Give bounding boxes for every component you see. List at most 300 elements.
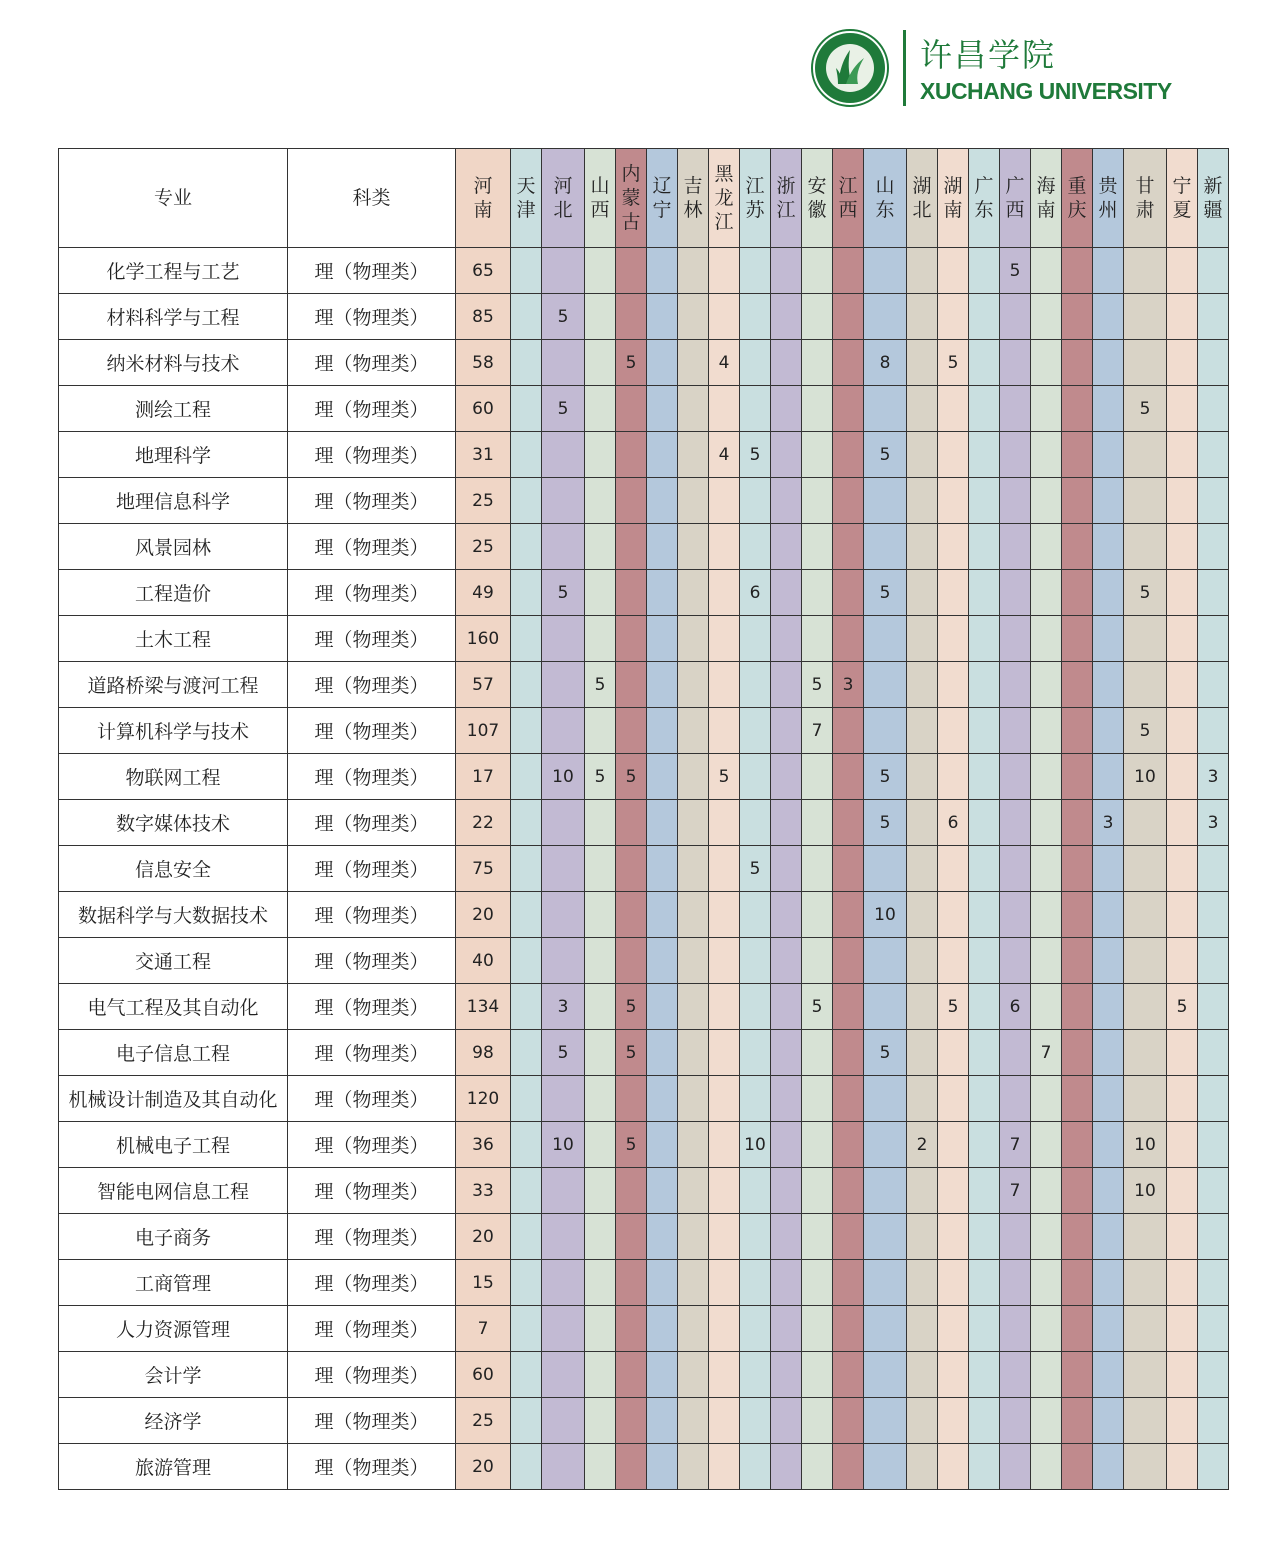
quota-cell xyxy=(1031,432,1062,478)
quota-cell xyxy=(1031,984,1062,1030)
quota-cell xyxy=(616,892,647,938)
quota-cell xyxy=(1167,800,1198,846)
subject-type-cell: 理（物理类） xyxy=(288,616,456,662)
quota-cell xyxy=(709,938,740,984)
quota-cell xyxy=(1124,432,1167,478)
header-province xyxy=(616,149,647,248)
quota-cell xyxy=(647,708,678,754)
quota-cell xyxy=(1062,892,1093,938)
quota-cell xyxy=(1031,570,1062,616)
quota-cell xyxy=(678,1444,709,1490)
major-name-cell: 土木工程 xyxy=(59,616,288,662)
quota-cell: 3 xyxy=(833,662,864,708)
quota-cell xyxy=(678,386,709,432)
quota-cell xyxy=(1167,1398,1198,1444)
province-name: 山东 xyxy=(875,175,895,221)
quota-cell xyxy=(802,524,833,570)
quota-cell xyxy=(585,1398,616,1444)
quota-cell xyxy=(1167,570,1198,616)
quota-cell xyxy=(616,1168,647,1214)
quota-cell xyxy=(1000,1306,1031,1352)
quota-cell xyxy=(542,1352,585,1398)
quota-cell xyxy=(585,892,616,938)
quota-cell xyxy=(511,1260,542,1306)
quota-cell xyxy=(1198,248,1229,294)
quota-cell xyxy=(740,1444,771,1490)
quota-cell xyxy=(511,984,542,1030)
quota-cell xyxy=(907,1398,938,1444)
quota-cell xyxy=(1167,662,1198,708)
major-name-cell: 风景园林 xyxy=(59,524,288,570)
quota-cell xyxy=(1124,662,1167,708)
quota-cell xyxy=(1093,1214,1124,1260)
quota-cell xyxy=(647,984,678,1030)
quota-cell xyxy=(1093,1260,1124,1306)
header-province xyxy=(1031,149,1062,248)
quota-cell xyxy=(907,294,938,340)
quota-cell: 3 xyxy=(542,984,585,1030)
quota-cell xyxy=(709,294,740,340)
quota-cell: 3 xyxy=(1198,754,1229,800)
quota-cell xyxy=(969,478,1000,524)
province-name: 河北 xyxy=(553,175,573,221)
province-name: 江苏 xyxy=(745,175,765,221)
quota-cell xyxy=(938,1260,969,1306)
quota-cell xyxy=(969,340,1000,386)
quota-cell xyxy=(771,386,802,432)
quota-cell xyxy=(1167,1168,1198,1214)
quota-cell xyxy=(1000,1398,1031,1444)
quota-cell xyxy=(647,754,678,800)
quota-cell xyxy=(833,892,864,938)
quota-cell xyxy=(678,1398,709,1444)
table-row xyxy=(59,1122,1229,1168)
province-name: 湖南 xyxy=(943,175,963,221)
quota-cell xyxy=(1167,1030,1198,1076)
quota-cell xyxy=(740,1398,771,1444)
quota-cell: 5 xyxy=(585,662,616,708)
quota-cell xyxy=(864,1398,907,1444)
subject-type-cell: 理（物理类） xyxy=(288,984,456,1030)
quota-cell: 40 xyxy=(456,938,511,984)
quota-cell xyxy=(1031,892,1062,938)
quota-cell xyxy=(1124,1444,1167,1490)
table-row xyxy=(59,754,1229,800)
subject-type-cell: 理（物理类） xyxy=(288,800,456,846)
quota-cell: 10 xyxy=(740,1122,771,1168)
quota-cell xyxy=(585,1214,616,1260)
table-row xyxy=(59,1214,1229,1260)
quota-cell xyxy=(907,386,938,432)
quota-cell xyxy=(678,340,709,386)
quota-cell xyxy=(907,1306,938,1352)
quota-cell xyxy=(833,478,864,524)
subject-type-cell: 理（物理类） xyxy=(288,478,456,524)
quota-cell xyxy=(864,708,907,754)
quota-cell xyxy=(585,1030,616,1076)
quota-cell xyxy=(678,984,709,1030)
quota-cell xyxy=(740,478,771,524)
quota-cell xyxy=(1031,524,1062,570)
quota-cell xyxy=(1062,1168,1093,1214)
quota-cell xyxy=(969,1306,1000,1352)
quota-cell xyxy=(511,570,542,616)
quota-cell xyxy=(1031,340,1062,386)
quota-cell xyxy=(678,1214,709,1260)
quota-cell: 6 xyxy=(938,800,969,846)
quota-cell xyxy=(1198,432,1229,478)
subject-type-cell: 理（物理类） xyxy=(288,1352,456,1398)
table-row xyxy=(59,1306,1229,1352)
quota-cell: 5 xyxy=(542,570,585,616)
quota-cell xyxy=(1000,1076,1031,1122)
quota-cell: 33 xyxy=(456,1168,511,1214)
quota-cell xyxy=(709,1398,740,1444)
quota-cell xyxy=(833,1214,864,1260)
quota-cell xyxy=(616,1352,647,1398)
header-province xyxy=(802,149,833,248)
quota-cell xyxy=(864,294,907,340)
quota-cell xyxy=(511,800,542,846)
quota-cell xyxy=(647,340,678,386)
quota-cell xyxy=(709,1352,740,1398)
table-row xyxy=(59,294,1229,340)
quota-cell xyxy=(907,892,938,938)
quota-cell xyxy=(969,1214,1000,1260)
quota-cell xyxy=(1062,1352,1093,1398)
major-name-cell: 测绘工程 xyxy=(59,386,288,432)
quota-cell: 5 xyxy=(1124,570,1167,616)
quota-cell xyxy=(647,1306,678,1352)
major-name-cell: 电子信息工程 xyxy=(59,1030,288,1076)
major-name-cell: 人力资源管理 xyxy=(59,1306,288,1352)
quota-cell xyxy=(802,1398,833,1444)
table-header-row xyxy=(59,149,1229,248)
quota-cell xyxy=(542,1260,585,1306)
quota-cell xyxy=(511,1030,542,1076)
quota-cell xyxy=(647,432,678,478)
quota-cell: 10 xyxy=(864,892,907,938)
quota-cell xyxy=(740,754,771,800)
quota-cell: 7 xyxy=(802,708,833,754)
quota-cell: 58 xyxy=(456,340,511,386)
quota-cell xyxy=(1000,616,1031,662)
quota-cell xyxy=(678,846,709,892)
quota-cell xyxy=(1093,1398,1124,1444)
quota-cell: 5 xyxy=(864,432,907,478)
header-province xyxy=(456,149,511,248)
table-row xyxy=(59,846,1229,892)
header-type: 科类 xyxy=(288,149,456,248)
subject-type-cell: 理（物理类） xyxy=(288,892,456,938)
quota-cell: 5 xyxy=(1000,248,1031,294)
quota-cell xyxy=(511,754,542,800)
header-province xyxy=(833,149,864,248)
province-name: 海南 xyxy=(1036,175,1056,221)
quota-cell xyxy=(511,1352,542,1398)
quota-cell xyxy=(833,432,864,478)
quota-cell xyxy=(585,570,616,616)
quota-cell xyxy=(542,1398,585,1444)
quota-cell xyxy=(771,432,802,478)
quota-cell xyxy=(709,892,740,938)
quota-cell xyxy=(1198,938,1229,984)
major-name-cell: 地理科学 xyxy=(59,432,288,478)
quota-cell xyxy=(969,386,1000,432)
quota-cell xyxy=(833,754,864,800)
quota-cell xyxy=(740,340,771,386)
quota-cell xyxy=(647,800,678,846)
quota-cell xyxy=(907,754,938,800)
province-name: 河南 xyxy=(473,175,493,221)
quota-cell xyxy=(1031,386,1062,432)
quota-cell xyxy=(1124,1306,1167,1352)
major-name-cell: 数字媒体技术 xyxy=(59,800,288,846)
quota-cell: 57 xyxy=(456,662,511,708)
quota-cell xyxy=(1031,478,1062,524)
header-province xyxy=(1000,149,1031,248)
quota-cell xyxy=(616,616,647,662)
table-row xyxy=(59,800,1229,846)
major-name-cell: 化学工程与工艺 xyxy=(59,248,288,294)
province-name: 新疆 xyxy=(1203,175,1223,221)
quota-cell xyxy=(907,1260,938,1306)
quota-cell: 85 xyxy=(456,294,511,340)
quota-cell: 5 xyxy=(709,754,740,800)
quota-cell: 5 xyxy=(616,984,647,1030)
quota-cell xyxy=(1198,1352,1229,1398)
quota-cell xyxy=(938,662,969,708)
quota-cell xyxy=(678,1122,709,1168)
quota-cell xyxy=(864,1168,907,1214)
province-name: 内蒙古 xyxy=(621,163,641,233)
quota-cell xyxy=(969,662,1000,708)
quota-cell xyxy=(771,1122,802,1168)
quota-cell xyxy=(585,340,616,386)
subject-type-cell: 理（物理类） xyxy=(288,294,456,340)
quota-cell xyxy=(542,846,585,892)
province-name: 吉林 xyxy=(683,175,703,221)
quota-cell xyxy=(969,524,1000,570)
quota-cell xyxy=(833,570,864,616)
quota-cell xyxy=(771,1260,802,1306)
quota-cell xyxy=(1093,1030,1124,1076)
header-province xyxy=(647,149,678,248)
province-name: 辽宁 xyxy=(652,175,672,221)
quota-cell: 5 xyxy=(740,846,771,892)
quota-cell xyxy=(1031,800,1062,846)
header-province xyxy=(1062,149,1093,248)
table-row xyxy=(59,524,1229,570)
province-name: 广西 xyxy=(1005,175,1025,221)
quota-cell xyxy=(616,1260,647,1306)
quota-cell xyxy=(969,616,1000,662)
quota-cell xyxy=(1062,984,1093,1030)
quota-cell xyxy=(1062,846,1093,892)
quota-cell xyxy=(802,294,833,340)
quota-cell xyxy=(678,1076,709,1122)
quota-cell xyxy=(907,1030,938,1076)
quota-cell xyxy=(1167,1214,1198,1260)
quota-cell xyxy=(585,248,616,294)
quota-cell xyxy=(1093,1168,1124,1214)
quota-cell xyxy=(833,1030,864,1076)
quota-cell: 5 xyxy=(864,800,907,846)
quota-cell xyxy=(969,1398,1000,1444)
table-row xyxy=(59,248,1229,294)
quota-cell xyxy=(740,892,771,938)
quota-cell xyxy=(678,1306,709,1352)
quota-cell xyxy=(511,1444,542,1490)
quota-cell xyxy=(1000,754,1031,800)
quota-cell: 60 xyxy=(456,386,511,432)
quota-cell xyxy=(771,1214,802,1260)
quota-cell xyxy=(1000,938,1031,984)
quota-cell: 107 xyxy=(456,708,511,754)
quota-cell xyxy=(1093,846,1124,892)
table-row xyxy=(59,478,1229,524)
quota-cell xyxy=(833,846,864,892)
quota-cell xyxy=(616,1444,647,1490)
quota-cell xyxy=(1062,1076,1093,1122)
quota-cell xyxy=(833,1260,864,1306)
quota-cell xyxy=(833,1352,864,1398)
quota-cell xyxy=(938,1214,969,1260)
quota-cell xyxy=(864,1306,907,1352)
quota-cell xyxy=(907,478,938,524)
table-row xyxy=(59,662,1229,708)
quota-cell xyxy=(1124,616,1167,662)
quota-cell xyxy=(647,386,678,432)
quota-cell xyxy=(771,938,802,984)
quota-cell xyxy=(1062,1030,1093,1076)
quota-cell xyxy=(740,1352,771,1398)
quota-cell xyxy=(802,1168,833,1214)
quota-cell: 5 xyxy=(616,1122,647,1168)
quota-cell xyxy=(1167,340,1198,386)
quota-cell xyxy=(833,616,864,662)
quota-cell xyxy=(771,1306,802,1352)
subject-type-cell: 理（物理类） xyxy=(288,1260,456,1306)
quota-cell: 4 xyxy=(709,432,740,478)
quota-cell xyxy=(1093,386,1124,432)
quota-cell xyxy=(511,386,542,432)
quota-cell xyxy=(1062,570,1093,616)
quota-cell xyxy=(938,524,969,570)
quota-cell xyxy=(938,938,969,984)
quota-cell xyxy=(585,846,616,892)
quota-cell: 5 xyxy=(616,754,647,800)
quota-cell xyxy=(938,386,969,432)
quota-cell xyxy=(511,938,542,984)
quota-cell xyxy=(511,616,542,662)
quota-cell xyxy=(1167,938,1198,984)
quota-cell xyxy=(969,984,1000,1030)
quota-cell xyxy=(616,800,647,846)
quota-cell xyxy=(771,708,802,754)
quota-cell xyxy=(969,294,1000,340)
quota-cell xyxy=(709,1076,740,1122)
quota-cell xyxy=(1167,1444,1198,1490)
subject-type-cell: 理（物理类） xyxy=(288,340,456,386)
quota-cell xyxy=(585,386,616,432)
quota-cell xyxy=(802,938,833,984)
quota-cell: 5 xyxy=(864,1030,907,1076)
quota-cell xyxy=(709,1214,740,1260)
table-row xyxy=(59,432,1229,478)
quota-cell xyxy=(1167,386,1198,432)
quota-cell xyxy=(938,248,969,294)
quota-cell xyxy=(616,1076,647,1122)
quota-cell xyxy=(709,1168,740,1214)
quota-cell xyxy=(938,1398,969,1444)
quota-cell xyxy=(678,524,709,570)
quota-cell xyxy=(1031,1352,1062,1398)
quota-cell xyxy=(1000,708,1031,754)
quota-cell xyxy=(1031,1076,1062,1122)
quota-cell xyxy=(802,478,833,524)
quota-cell xyxy=(1031,1398,1062,1444)
quota-cell xyxy=(740,708,771,754)
quota-cell xyxy=(1093,1444,1124,1490)
header-province xyxy=(511,149,542,248)
quota-cell xyxy=(938,892,969,938)
quota-cell xyxy=(1031,754,1062,800)
quota-cell: 20 xyxy=(456,1444,511,1490)
header-province xyxy=(938,149,969,248)
quota-cell: 36 xyxy=(456,1122,511,1168)
quota-cell: 7 xyxy=(1031,1030,1062,1076)
quota-cell xyxy=(678,754,709,800)
quota-cell xyxy=(802,846,833,892)
quota-cell xyxy=(616,386,647,432)
quota-cell xyxy=(1031,1122,1062,1168)
quota-cell: 22 xyxy=(456,800,511,846)
quota-cell xyxy=(833,386,864,432)
quota-cell xyxy=(542,340,585,386)
quota-cell xyxy=(542,938,585,984)
quota-cell xyxy=(616,432,647,478)
quota-cell xyxy=(740,1030,771,1076)
quota-cell xyxy=(511,340,542,386)
quota-cell xyxy=(771,1168,802,1214)
quota-cell xyxy=(833,1168,864,1214)
quota-cell xyxy=(1124,1260,1167,1306)
header-province xyxy=(1124,149,1167,248)
quota-cell xyxy=(771,892,802,938)
quota-cell xyxy=(709,616,740,662)
quota-cell xyxy=(833,938,864,984)
quota-cell: 3 xyxy=(1198,800,1229,846)
quota-cell xyxy=(969,1076,1000,1122)
quota-cell xyxy=(864,938,907,984)
quota-cell xyxy=(969,1352,1000,1398)
quota-cell xyxy=(1000,340,1031,386)
quota-cell xyxy=(1124,1030,1167,1076)
quota-cell xyxy=(542,708,585,754)
quota-cell xyxy=(1062,1122,1093,1168)
quota-cell xyxy=(1167,1306,1198,1352)
quota-cell xyxy=(771,478,802,524)
quota-cell xyxy=(1198,846,1229,892)
quota-cell xyxy=(678,478,709,524)
quota-cell xyxy=(1062,386,1093,432)
quota-cell xyxy=(740,248,771,294)
quota-cell: 31 xyxy=(456,432,511,478)
subject-type-cell: 理（物理类） xyxy=(288,1306,456,1352)
quota-cell xyxy=(1198,570,1229,616)
quota-cell xyxy=(969,846,1000,892)
